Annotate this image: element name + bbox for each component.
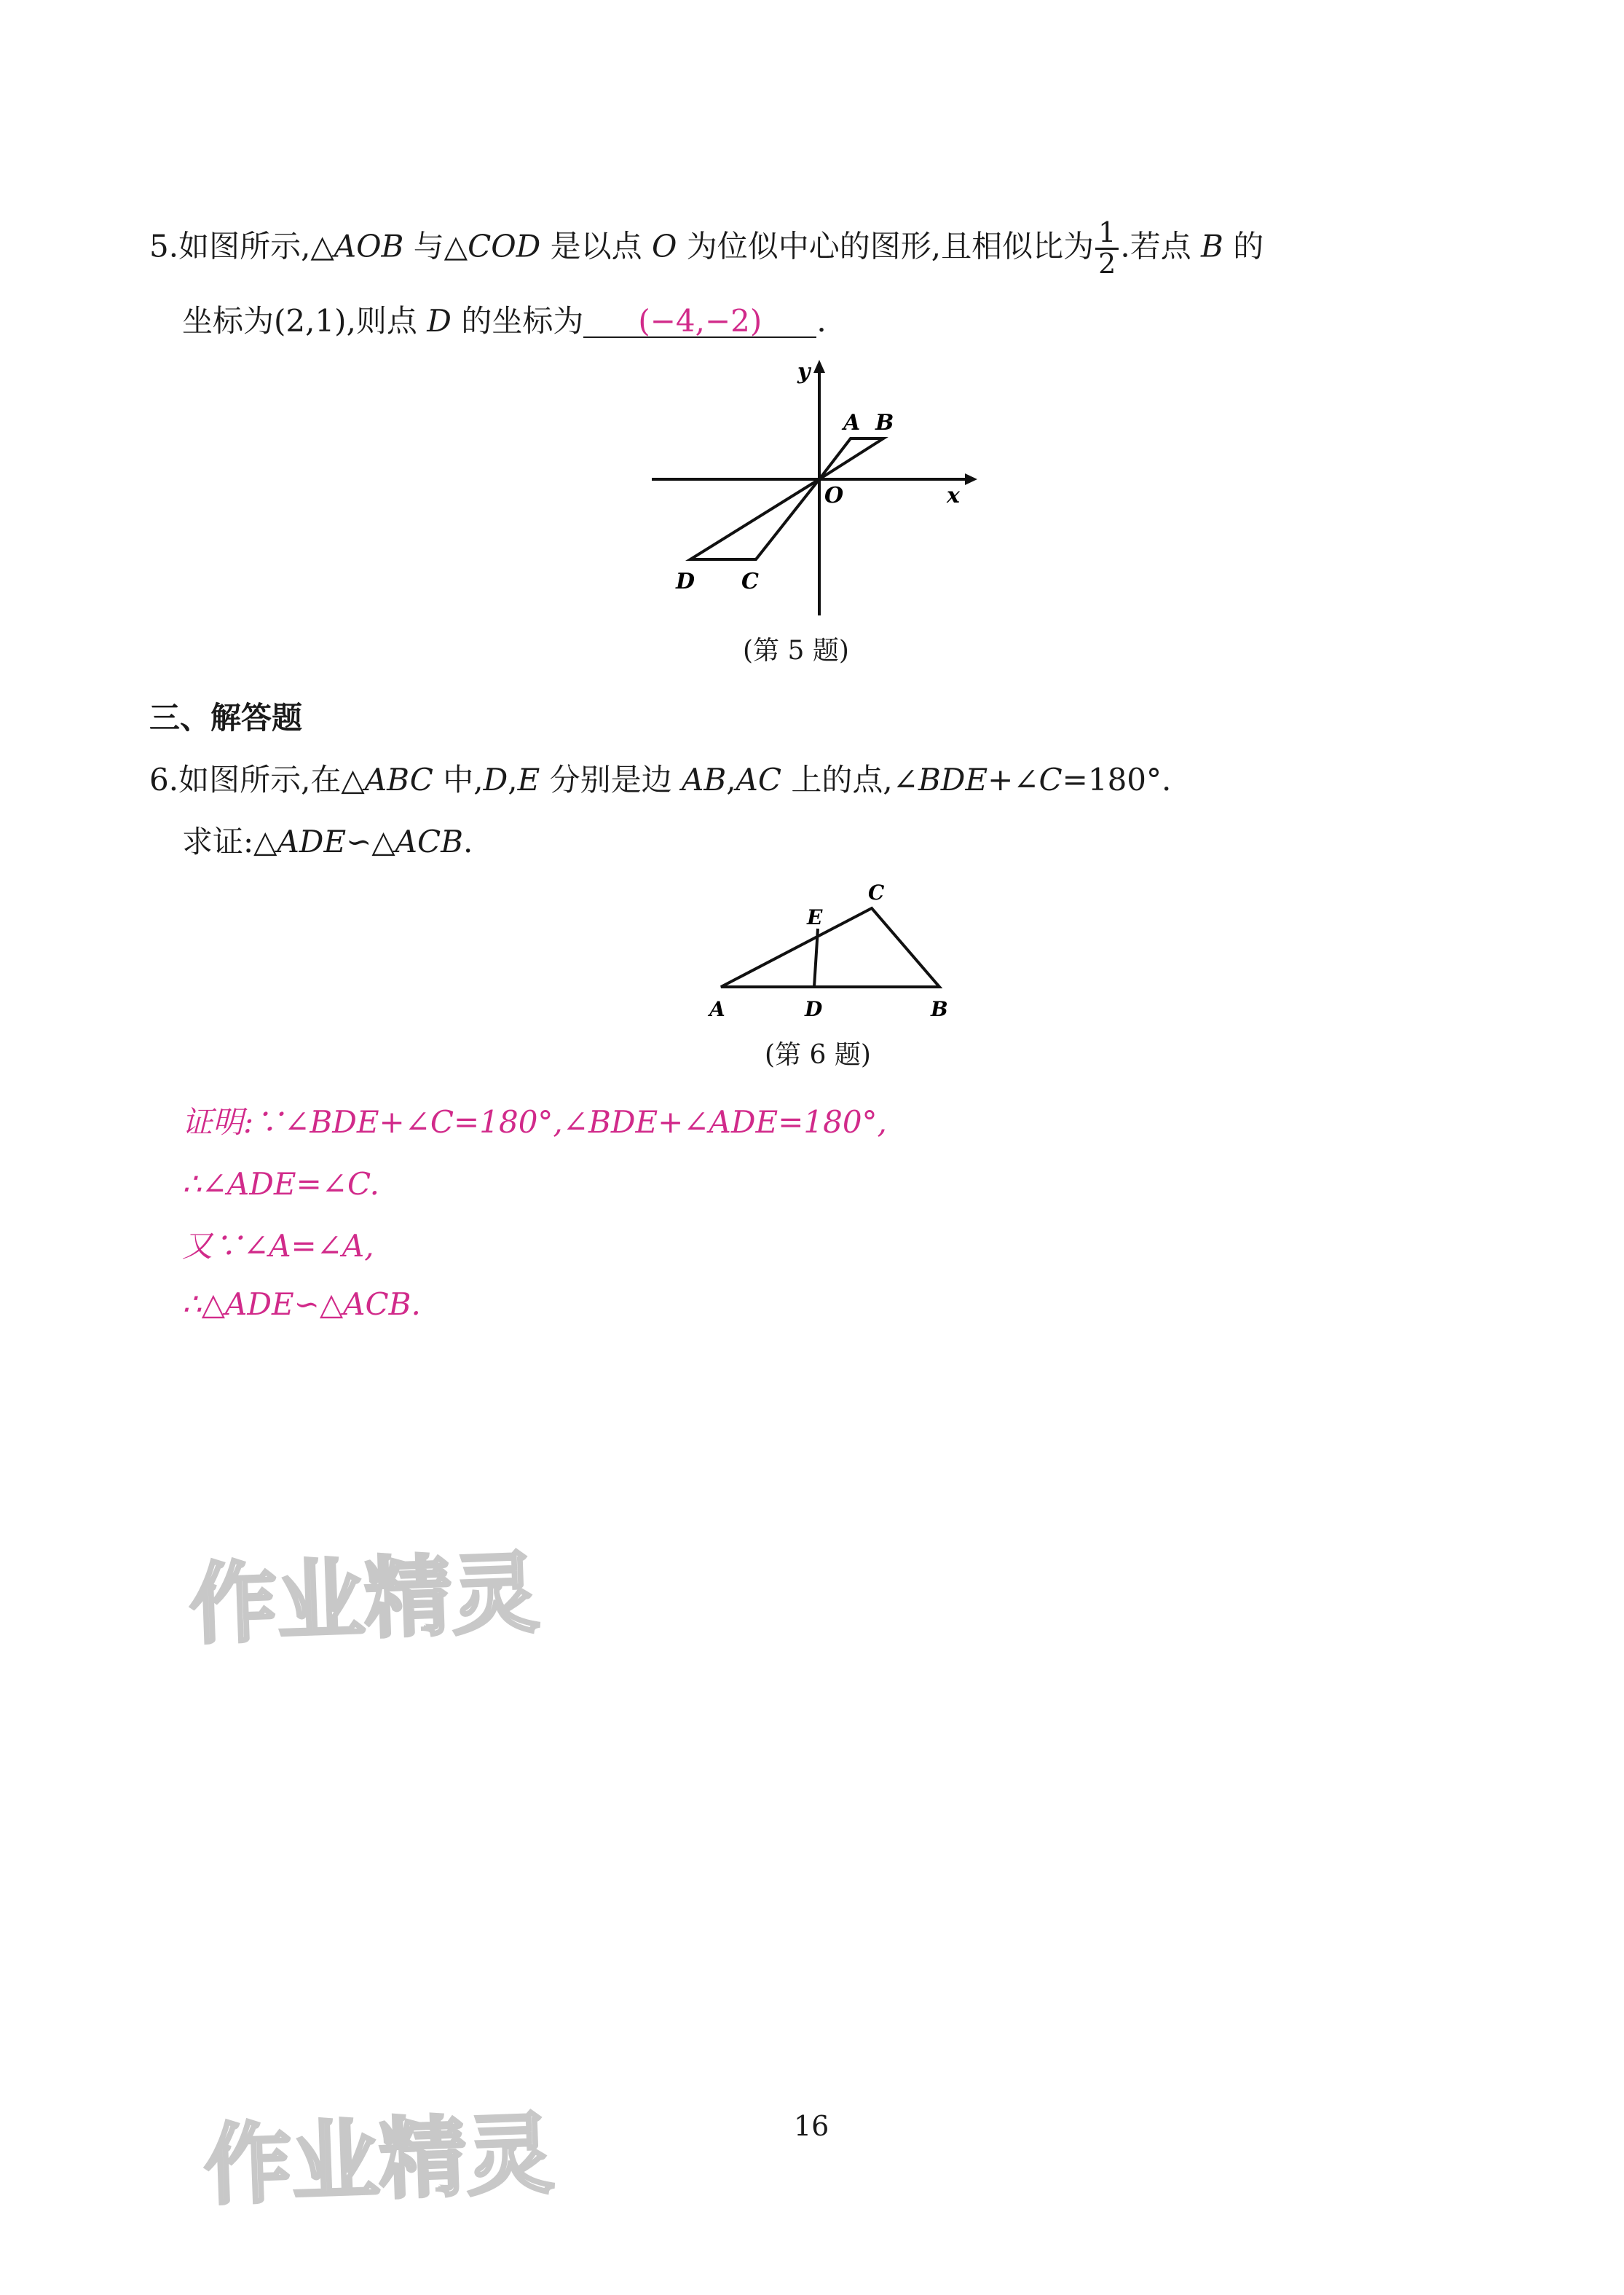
proof-line-4: ∴△ADE∽△ACB. <box>182 1286 421 1322</box>
watermark-lower: 作业精灵 <box>202 2103 556 2218</box>
label-x: x <box>947 483 960 508</box>
triangle-cod <box>690 479 819 559</box>
label-d: D <box>676 569 695 594</box>
figure-6-caption: (第 6 题) <box>765 1040 871 1070</box>
proof-line-2: ∴∠ADE=∠C. <box>182 1166 379 1202</box>
q6-line2: 求证:△ADE∽△ACB. <box>182 824 473 859</box>
q5-answer: (−4,−2) <box>583 306 816 338</box>
q5-line1: 5.如图所示,△AOB 与△COD 是以点 O 为位似中心的图形,且相似比为 $\frac{1}{2}$ .若点 B 的 <box>149 216 1264 280</box>
label-y: y <box>797 359 811 385</box>
label-o: O <box>824 483 844 508</box>
page-number: 16 <box>794 2110 829 2142</box>
label-c: C <box>741 569 759 594</box>
watermark-upper: 作业精灵 <box>188 1543 541 1657</box>
label-b: B <box>875 410 894 436</box>
figure-5-caption: (第 5 题) <box>743 636 849 666</box>
section-title: 三、解答题 <box>149 700 303 736</box>
label-b: B <box>931 997 948 1021</box>
q6-line1: 6.如图所示,在△ABC 中,D,E 分别是边 AB,AC 上的点,∠BDE+∠C=180°. <box>149 762 1172 798</box>
figure-5-coordinate-diagram <box>641 357 990 619</box>
triangle-abc <box>721 908 939 987</box>
ratio-fraction: $\frac{1}{2}$ <box>1095 219 1119 279</box>
triangle-aob <box>819 438 883 479</box>
label-a: A <box>843 410 861 436</box>
proof-line-1: 证明:∵∠BDE+∠C=180°,∠BDE+∠ADE=180°, <box>182 1104 887 1140</box>
q5-line2: 坐标为(2,1),则点 D 的坐标为 (−4,−2) . <box>182 303 827 339</box>
x-axis-arrow <box>965 473 977 485</box>
label-c: C <box>868 881 885 905</box>
figure-6-triangle-diagram <box>699 878 976 1023</box>
proof-line-3: 又∵∠A=∠A, <box>182 1228 374 1264</box>
label-a: A <box>709 997 725 1021</box>
y-axis-arrow <box>813 360 825 373</box>
label-e: E <box>807 905 823 929</box>
label-d: D <box>805 997 823 1021</box>
